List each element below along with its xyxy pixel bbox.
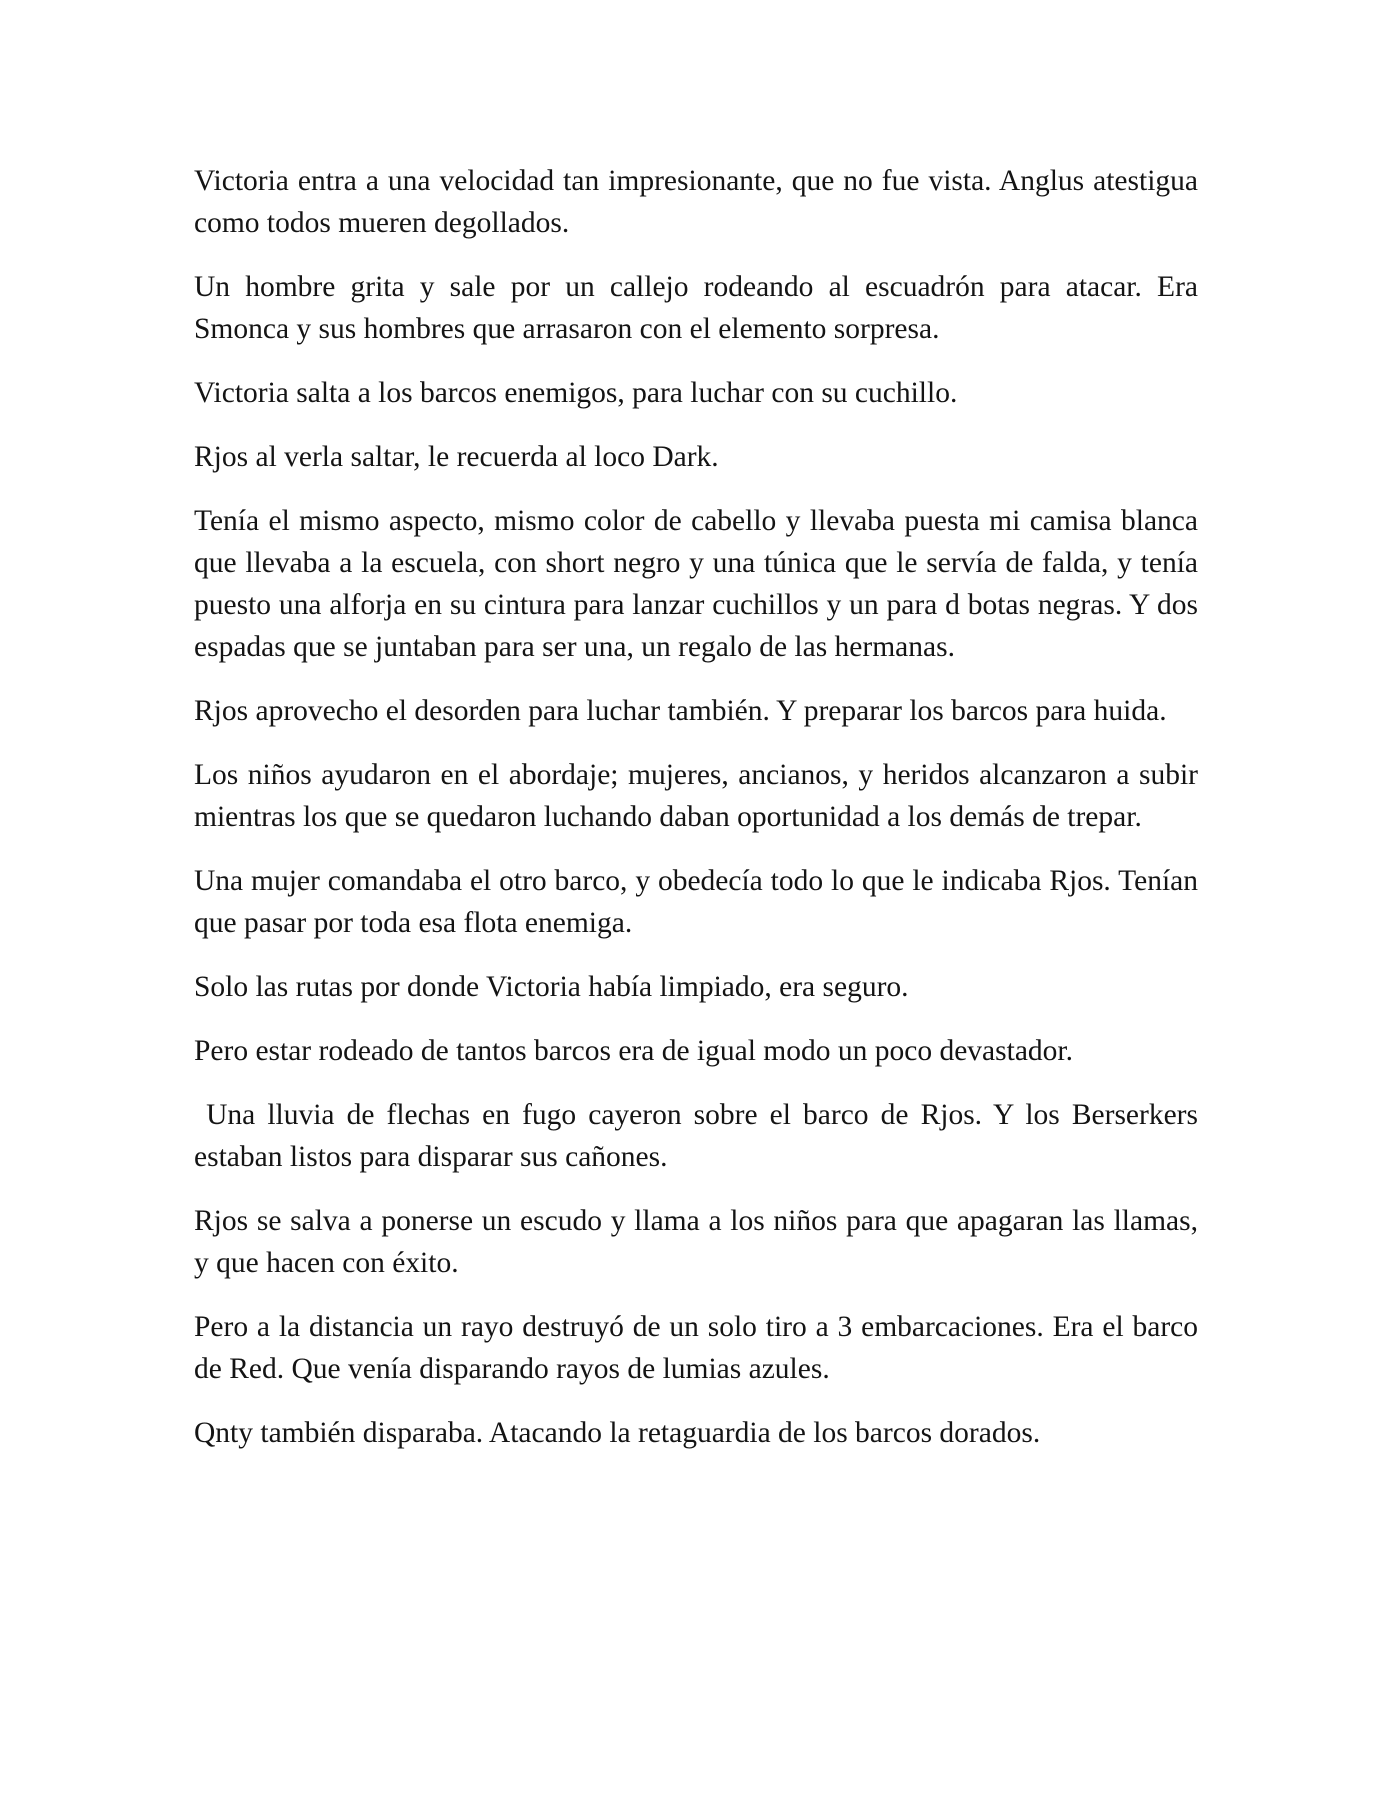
paragraph: Rjos aprovecho el desorden para luchar también. Y preparar los barcos para huida. <box>194 695 1167 727</box>
paragraph: Victoria salta a los barcos enemigos, para luchar con su cuchillo. <box>194 377 958 409</box>
paragraph: Solo las rutas por donde Victoria había limpiado, era seguro. <box>194 971 909 1003</box>
paragraph: Tenía el mismo aspecto, mismo color de cabello y llevaba puesta mi camisa blanca que llevaba a la escuela, con short negro y una túnica que le servía de falda, y tenía puesto una alforja en su cintura para lanzar cuchillos y un para d botas negras. Y dos espadas que se juntaban para ser una, un regalo de las hermanas. <box>194 505 1198 663</box>
paragraph: Pero estar rodeado de tantos barcos era de igual modo un poco devastador. <box>194 1035 1073 1067</box>
paragraph: Rjos se salva a ponerse un escudo y llama a los niños para que apagaran las llamas, y que hacen con éxito. <box>194 1205 1198 1279</box>
paragraph: Qnty también disparaba. Atacando la retaguardia de los barcos dorados. <box>194 1417 1041 1449</box>
paragraph: Un hombre grita y sale por un callejo rodeando al escuadrón para atacar. Era Smonca y sus hombres que arrasaron con el elemento sorpresa. <box>194 271 1198 345</box>
paragraph: Victoria entra a una velocidad tan impresionante, que no fue vista. Anglus atestigua como todos mueren degollados. <box>194 165 1198 239</box>
body-text <box>194 160 1206 1476</box>
paragraph: Rjos al verla saltar, le recuerda al loco Dark. <box>194 441 719 473</box>
paragraph: Una lluvia de flechas en fugo cayeron sobre el barco de Rjos. Y los Berserkers estaban listos para disparar sus cañones. <box>194 1099 1206 1173</box>
paragraph: Una mujer comandaba el otro barco, y obedecía todo lo que le indicaba Rjos. Tenían que pasar por toda esa flota enemiga. <box>194 865 1198 939</box>
paragraph: Los niños ayudaron en el abordaje; mujeres, ancianos, y heridos alcanzaron a subir mientras los que se quedaron luchando daban oportunidad a los demás de trepar. <box>194 759 1198 833</box>
paragraph: Pero a la distancia un rayo destruyó de un solo tiro a 3 embarcaciones. Era el barco de Red. Que venía disparando rayos de lumias azules. <box>194 1311 1198 1385</box>
